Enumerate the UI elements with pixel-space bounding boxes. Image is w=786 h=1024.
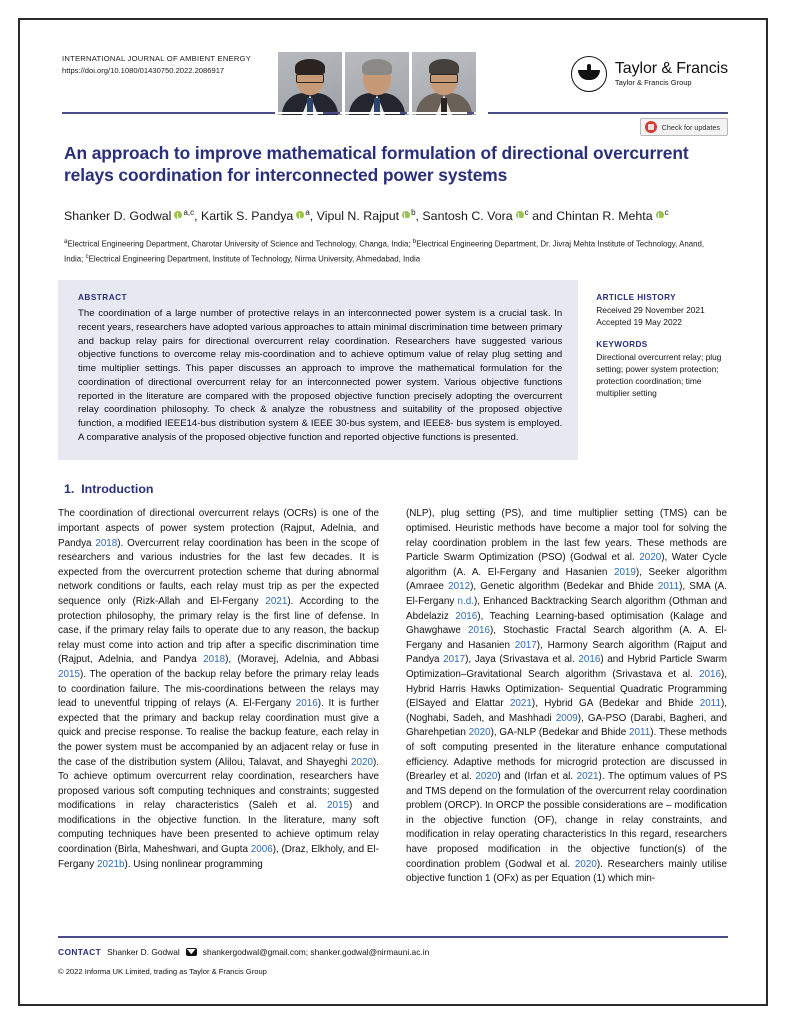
author-affil-mark: c	[524, 208, 529, 217]
author-photo	[278, 52, 342, 115]
keywords-heading: KEYWORDS	[596, 340, 648, 350]
copyright-notice: © 2022 Informa UK Limited, trading as Taylor & Francis Group	[58, 967, 267, 976]
author-affil-mark: a,c	[183, 208, 195, 217]
citation-year[interactable]: 2018	[203, 654, 226, 666]
author-separator: ,	[309, 209, 317, 224]
citation-year[interactable]: 2020	[574, 858, 597, 870]
article-metadata-column	[578, 280, 728, 460]
citation-year[interactable]: 2021	[509, 698, 532, 710]
article-history-heading: ARTICLE HISTORY	[596, 293, 676, 303]
abstract-band	[58, 280, 728, 460]
received-date: Received 29 November 2021	[596, 305, 705, 316]
author-separator: ,	[194, 209, 202, 224]
abstract-heading: ABSTRACT	[78, 293, 128, 303]
accepted-date: Accepted 19 May 2022	[596, 317, 682, 328]
citation-year[interactable]: 2016	[698, 668, 721, 680]
affiliation-text: Electrical Engineering Department, Institute of Technology, Nirma University, Ahmedabad, India	[88, 254, 421, 264]
contact-name: Shanker D. Godwal	[107, 947, 180, 957]
citation-year[interactable]: 2015	[326, 800, 349, 812]
article-body	[58, 482, 728, 886]
page-frame	[18, 18, 768, 1006]
contact-label: CONTACT	[58, 947, 102, 957]
author-separator: and	[528, 209, 557, 224]
crossmark-icon	[645, 121, 657, 133]
author-name[interactable]: Kartik S. Pandya	[201, 209, 294, 224]
affiliation-mark: a	[64, 238, 68, 246]
taylor-francis-lamp-icon	[571, 56, 607, 92]
author-photo-strip	[278, 52, 476, 115]
author-affil-mark: b	[411, 208, 416, 217]
citation-year[interactable]: 2016	[578, 654, 601, 666]
citation-year[interactable]: 2019	[613, 566, 636, 578]
citation-year[interactable]: 2020	[468, 727, 491, 739]
check-for-updates-label: Check for updates	[661, 122, 720, 132]
citation-year[interactable]: 2021b	[96, 858, 125, 870]
body-paragraph: The coordination of directional overcurrent relays (OCRs) is one of the important aspects of power system protection (Rajput, Adelnia, and Pandya 2018). Overcurrent relay coordination has been in the scope of researchers and various industries for the last few decades. It is expected from the overcurrent protection scheme that during abnormal network conditions or faults, each relay must trip as per the expected sequence only (Rizk-Allah and El-Fergany 2021). According to the protection philosophy, the primary relay is the first line of defense. In case, if the primary relay fails to operate due to any reason, the backup relay must come into action and trip after a specific discrimination time (Rajput, Adelnia, and Pandya 2018), (Moravej, Adelnia, and Abbasi 2015). The operation of the backup relay before the primary relay leads to coordination failure. The mis-coordinations between the relays may lead to uneventful tripping of relays (A. El-Fergany 2016). It is further expected that the primary and backup relay coordination must give a quick and precise response. To realise the backup feature, each relay in the power system must be accompanied by an adjacent relay or fuse in the case of the distribution system (Alilou, Talavat, and Shayeghi 2020). To achieve optimum overcurrent relay coordination, researchers have proposed various soft computing techniques and constraints; suggested modifications in relay characteristics (Saleh et al. 2015) and modifications in the objective function. In the literature, many soft computing techniques have been presented to achieve optimum relay coordination (Birla, Maheshwari, and Gupta 2006), (Draz, Elkholy, and El-Fergany 2021b). Using nonlinear programming	[58, 508, 380, 870]
abstract-box	[58, 280, 578, 460]
orcid-icon[interactable]	[296, 211, 304, 219]
author-list	[64, 204, 722, 225]
section-title: Introduction	[81, 482, 154, 497]
taylor-francis-logo	[571, 56, 728, 92]
author-separator: ,	[415, 209, 423, 224]
page-content	[20, 20, 766, 1004]
citation-year[interactable]: 2021	[265, 595, 288, 607]
citation-year[interactable]: 2011	[657, 581, 680, 593]
orcid-icon[interactable]	[516, 211, 524, 219]
section-heading	[64, 482, 728, 496]
citation-year[interactable]: 2017	[443, 654, 466, 666]
masthead-divider	[62, 112, 728, 114]
author-name[interactable]: Shanker D. Godwal	[64, 209, 172, 224]
citation-year[interactable]: 2015	[58, 668, 80, 680]
check-for-updates-button[interactable]	[640, 118, 728, 136]
citation-year[interactable]: 2011	[699, 698, 721, 710]
publisher-name: Taylor & Francis	[614, 59, 728, 77]
footer-divider	[58, 936, 728, 938]
orcid-icon[interactable]	[402, 211, 410, 219]
author-name[interactable]: Chintan R. Mehta	[556, 209, 653, 224]
orcid-icon[interactable]	[656, 211, 664, 219]
affiliation-text: Electrical Engineering Department, Charotar University of Science and Technology, Changa, India;	[67, 239, 413, 249]
affiliation-mark: b	[412, 238, 417, 246]
citation-year[interactable]: 2021	[576, 771, 599, 783]
citation-year[interactable]: 2012	[448, 581, 471, 593]
article-doi[interactable]: https://doi.org/10.1080/01430750.2022.2086917	[62, 66, 225, 75]
body-column-left	[58, 507, 379, 886]
citation-year[interactable]: 2016	[295, 698, 318, 710]
publisher-group-name: Taylor & Francis Group	[614, 78, 692, 88]
author-photo	[345, 52, 409, 115]
envelope-icon	[186, 948, 197, 956]
journal-name: INTERNATIONAL JOURNAL OF AMBIENT ENERGY	[62, 54, 252, 63]
citation-year[interactable]: 2020	[350, 756, 373, 768]
citation-year[interactable]: 2020	[639, 552, 662, 564]
citation-year[interactable]: 2016	[455, 610, 478, 622]
citation-year[interactable]: 2018	[95, 537, 118, 549]
citation-year[interactable]: 2011	[629, 727, 651, 739]
author-name[interactable]: Vipul N. Rajput	[316, 209, 400, 224]
citation-year[interactable]: 2006	[250, 844, 273, 856]
contact-row	[58, 947, 728, 957]
page-footer	[58, 936, 728, 976]
author-photo	[412, 52, 476, 115]
journal-identity	[62, 53, 272, 77]
affiliation-text: Electrical Engineering Department, Dr. Jivraj Mehta Institute of Technology, Anand, India;	[64, 239, 705, 264]
orcid-icon[interactable]	[174, 211, 182, 219]
citation-year[interactable]: 2016	[468, 625, 490, 637]
citation-year[interactable]: 2017	[514, 639, 537, 651]
citation-year[interactable]: n.d.	[457, 595, 474, 607]
body-column-right	[406, 507, 727, 886]
contact-emails[interactable]: shankergodwal@gmail.com; shanker.godwal@nirmauni.ac.in	[202, 947, 430, 957]
citation-year[interactable]: 2009	[555, 712, 578, 724]
page-title: An approach to improve mathematical formulation of directional overcurrent relays coordination for interconnected power systems	[64, 143, 689, 185]
two-column-text	[58, 507, 728, 886]
author-affil-mark: a	[305, 208, 310, 217]
author-name[interactable]: Santosh C. Vora	[422, 209, 513, 224]
affiliation-mark: c	[85, 253, 89, 261]
keywords-text: Directional overcurrent relay; plug setting; power system protection; protection coordination; time multiplier setting	[596, 352, 722, 399]
masthead	[20, 20, 766, 132]
affiliations	[64, 236, 722, 266]
author-affil-mark: c	[664, 208, 669, 217]
citation-year[interactable]: 2020	[475, 771, 498, 783]
section-number: 1.	[64, 482, 75, 497]
body-paragraph: (NLP), plug setting (PS), and time multiplier setting (TMS) can be optimised. Heuristic methods have become a major tool for solving the relay coordination problem in the last few years. These methods are Particle Swarm Optimization (PSO) (Godwal et al. 2020), Water Cycle algorithm (A. A. El-Fergany and Hasanien 2019), Seeker algorithm (Amraee 2012), Genetic algorithm (Bedekar and Bhide 2011), SMA (A. El-Fergany n.d.), Enhanced Backtracking Search algorithm (Othman and Abdelaziz 2016), Teaching Learning-based optimisation (Kalage and Ghawghawe 2016), Stochastic Fractal Search algorithm (A. A. El-Fergany and Hasanien 2017), Harmony Search algorithm (Rajput and Pandya 2017), Jaya (Srivastava et al. 2016) and Hybrid Particle Swarm Optimization–Gravitational Search algorithm (Srivastava et al. 2016), Hybrid Harris Hawks Optimization- Sequential Quadratic Programming (ElSayed and Elattar 2021), Hybrid GA (Bedekar and Bhide 2011), (Noghabi, Sadeh, and Mashhadi 2009), GA-PSO (Darabi, Bagheri, and Gharehpetian 2020), GA-NLP (Bedekar and Bhide 2011). These methods of soft computing presented in the literature enhance computational efficiency. Adaptive methods for microgrid protection are discussed in (Brearley et al. 2020) and (Irfan et al. 2021). The optimum values of PS and TMS depend on the formulation of the overcurrent relay coordination problem (ORCP). In ORCP the possible considerations are – modification in the objective function (OF), change in relay constraints, and modification in relay operating characteristics In this regard, researchers have proposed modification in the objective function(s) of the coordination problem (Godwal et al. 2020). Researchers mainly utilise objective function 1 (OFx) as per Equation (1) which min-	[406, 508, 728, 885]
abstract-text: The coordination of a large number of protective relays in an interconnected power system is a crucial task. In recent years, researchers have adopted various approaches to attain minimal discrimination time between primary and backup relay pairs for directional overcurrent relay coordination. Researchers have suggested various objective functions to overcome relay mis-coordination and to achieve optimum value of relay plug setting and time multiplier settings. This paper discusses an approach to improve the mathematical formulation for the coordination of directional overcurrent relay for an interconnected power system. Various objective functions reported in the literature are compared with the proposed objective function precisely adopting the overcurrent relay coordination philosophy. To check & analyze the robustness and suitability of the proposed objective function, a modified IEEE14-bus distribution system & IEEE 30-bus system, and IEEE8- bus system is employed. A comparative analysis of the proposed objective function and reported objective functions is presented.	[78, 308, 563, 443]
